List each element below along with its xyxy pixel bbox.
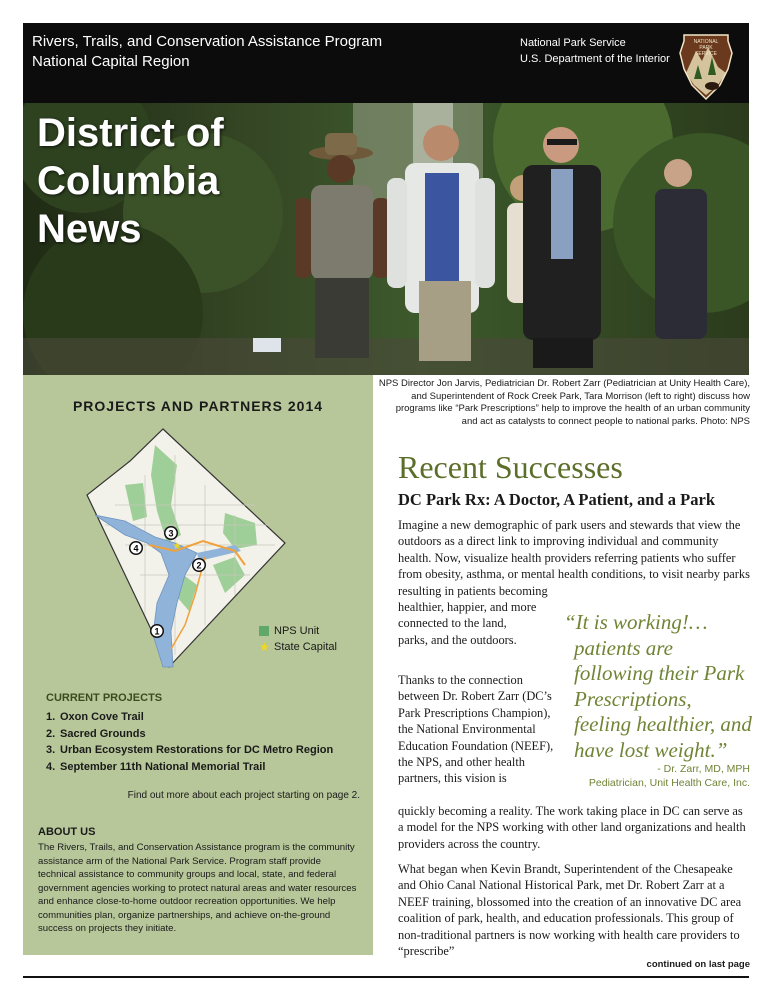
- map-marker-2: [192, 558, 206, 572]
- masthead-line-2: Columbia: [37, 159, 220, 203]
- nps-arrowhead-logo: [678, 29, 734, 101]
- list-item: 1. Oxon Cove Trail: [46, 711, 144, 723]
- agency-name: [520, 35, 670, 67]
- program-line-1: Rivers, Trails, and Conservation Assistance Program: [32, 33, 383, 50]
- svg-text:PARK: PARK: [699, 45, 713, 51]
- map-marker-4: [129, 541, 143, 555]
- legend-state-capital: [259, 639, 337, 655]
- hero-photo: [23, 103, 749, 375]
- article-paragraph-3: What began when Kevin Brandt, Superintendent of the Chesapeake and Ohio Canal National Historical Park, met Dr. Robert Zarr at a NEEF training, blossomed into the creation of an innovative DC area coalition of park, health, and education professionals. This group of non-traditional partners is now working with health care providers to “prescribe”: [398, 862, 742, 959]
- svg-text:4: 4: [133, 543, 139, 554]
- map-marker-3: [164, 526, 178, 540]
- pull-quote: [564, 610, 754, 763]
- program-line-2: National Capital Region: [32, 53, 190, 70]
- svg-text:NATIONAL: NATIONAL: [693, 39, 719, 45]
- star-icon: ★: [259, 640, 270, 654]
- legend-label: NPS Unit: [274, 625, 320, 637]
- legend-nps-unit: [259, 623, 337, 639]
- agency-line-1: National Park Service: [520, 37, 626, 49]
- continued-note: continued on last page: [646, 959, 750, 970]
- svg-text:SERVICE: SERVICE: [695, 51, 717, 57]
- legend-label: State Capital: [274, 641, 337, 653]
- article-paragraph-2: Thanks to the connection between Dr. Robert Zarr (DC’s Park Prescriptions Champion), the National Environmental Education Foundation (NEEF), the NPS, and other health partners, this vision is: [398, 673, 554, 786]
- about-us-text: The Rivers, Trails, and Conservation Assistance program is the community assistance arm of the National Park Service. Program staff provide technical assistance to community groups and local, state, and federal government agencies working to protect natural areas and water resources and enhance close-to-home outdoor recreation opportunities. We help communities plan, organize partnerships, and achieve on-the-ground success on projects they initiate.: [38, 842, 357, 934]
- masthead-line-3: News: [37, 207, 142, 251]
- list-item: 2. Sacred Grounds: [46, 727, 146, 740]
- map-marker-1: [150, 624, 164, 638]
- masthead-line-1: District of: [37, 111, 224, 155]
- footer-divider: [23, 976, 749, 978]
- find-out-more-note: Find out more about each project starting on page 2.: [127, 790, 360, 801]
- pull-quote-opening: “It is working!…: [564, 610, 708, 634]
- list-item: 3. Urban Ecosystem Restorations for DC Metro Region: [46, 744, 334, 756]
- map-legend: [259, 623, 337, 655]
- page-header: [23, 23, 749, 103]
- projects-sidebar: [23, 375, 373, 955]
- program-name: [32, 32, 382, 72]
- pull-quote-body: patients are following their Park Prescriptions, feeling healthier, and have lost weight.”: [574, 635, 752, 762]
- pull-quote-attribution: [589, 763, 750, 790]
- state-capital-icon: ★: [172, 541, 182, 552]
- current-projects-heading: CURRENT PROJECTS: [46, 692, 163, 704]
- section-title: Recent Successes: [398, 449, 623, 485]
- svg-text:1: 1: [154, 626, 160, 637]
- attribution-title: Pediatrician, Unit Health Care, Inc.: [588, 776, 750, 789]
- svg-text:3: 3: [168, 528, 174, 539]
- about-us-heading: ABOUT US: [38, 826, 96, 838]
- article-paragraph-1-continued: healthier, happier, and more connected to the land, parks, and the outdoors.: [398, 600, 537, 647]
- photo-caption: NPS Director Jon Jarvis, Pediatrician Dr. Robert Zarr (Pediatrician at Unity Health Care), and Superintendent of Rock Creek Park, Tara Morrison (left to right) discuss how programs like “Park Prescriptions” help to improve the health of an urban community and act as catalysts to connect people to national parks. Photo: NPS: [378, 378, 750, 427]
- nps-unit-swatch: [259, 626, 269, 636]
- masthead-title: [37, 109, 297, 253]
- agency-line-2: U.S. Department of the Interior: [520, 53, 670, 65]
- article-title: DC Park Rx: A Doctor, A Patient, and a Park: [398, 490, 716, 509]
- attribution-name: - Dr. Zarr, MD, MPH: [657, 763, 750, 775]
- current-projects-list: [46, 709, 333, 775]
- list-item: 4. September 11th National Memorial Trail: [46, 760, 266, 773]
- sidebar-heading: PROJECTS AND PARTNERS 2014: [72, 398, 324, 414]
- article-paragraph-2-continued: quickly becoming a reality. The work taking place in DC can serve as a model for the NPS working with other land organizations and health providers across the country.: [398, 804, 746, 851]
- article-paragraph-1: Imagine a new demographic of park users and stewards that view the outdoors as a direct link to improving individual and community health. Now, visualize health providers referring patients who suffer from obesity, asthma, or mental health conditions, to visit nearby parks resulting in patients becoming: [398, 518, 750, 598]
- svg-text:2: 2: [196, 560, 202, 571]
